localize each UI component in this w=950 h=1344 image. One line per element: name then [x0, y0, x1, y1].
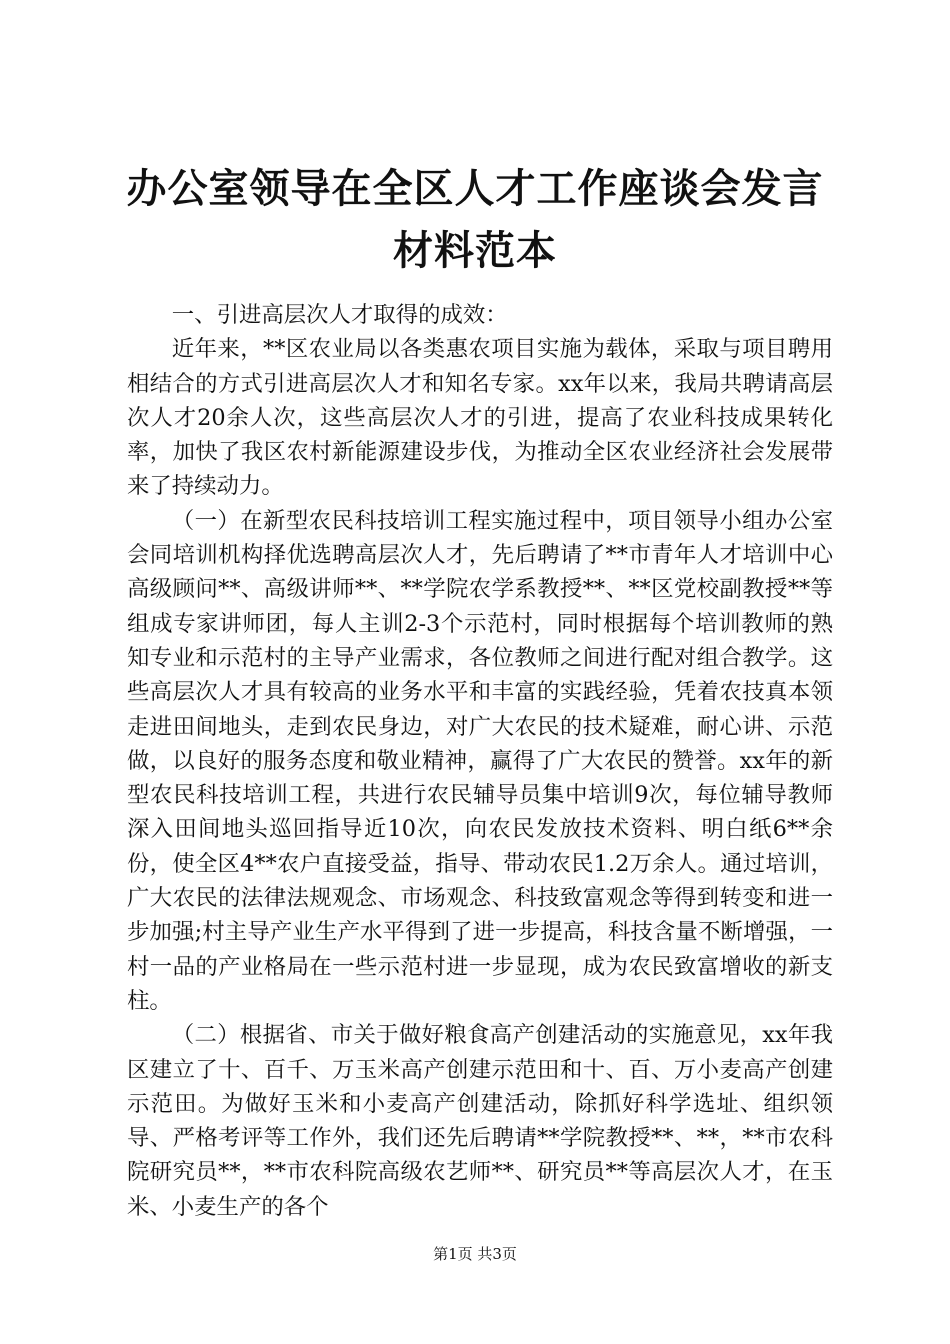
section-heading: 一、引进高层次人才取得的成效： — [171, 302, 508, 328]
page-number-footer: 第1页 共3页 — [433, 1245, 517, 1263]
document-body — [127, 298, 833, 1224]
document-title: 办公室领导在全区人才工作座谈会发言材料范本 — [126, 165, 824, 274]
paragraph-item-1: （一）在新型农民科技培训工程实施过程中，项目领导小组办公室会同培训机构择优选聘高层次人才，先后聘请了**市青年人才培训中心高级顾问**、高级讲师**、**学院农学系教授**、**区党校副教授**等组成专家讲师团，每人主训2-3个示范村，同时根据每个培训教师的熟知专业和示范村的主导产业需求，各位教师之间进行配对组合教学。这些高层次人才具有较高的业务水平和丰富的实践经验，凭着农技真本领走进田间地头，走到农民身边，对广大农民的技术疑难，耐心讲、示范做，以良好的服务态度和敬业精神，赢得了广大农民的赞誉。xx年的新型农民科技培训工程，共进行农民辅导员集中培训9次，每位辅导教师深入田间地头巡回指导近10次，向农民发放技术资料、明白纸6**余份，使全区4**农户直接受益，指导、带动农民1.2万余人。通过培训，广大农民的法律法规观念、市场观念、科技致富观念等得到转变和进一步加强;村主导产业生产水平得到了进一步提高，科技含量不断增强，一村一品的产业格局在一些示范村进一步显现，成为农民致富增收的新支柱。 — [127, 507, 833, 1014]
paragraph-intro: 近年来，**区农业局以各类惠农项目实施为载体，采取与项目聘用相结合的方式引进高层次人才和知名专家。xx年以来，我局共聘请高层次人才20余人次，这些高层次人才的引进，提高了农业科技成果转化率，加快了我区农村新能源建设步伐，为推动全区农业经济社会发展带来了持续动力。 — [127, 336, 833, 500]
paragraph-item-2: （二）根据省、市关于做好粮食高产创建活动的实施意见，xx年我区建立了十、百千、万玉米高产创建示范田和十、百、万小麦高产创建示范田。为做好玉米和小麦高产创建活动，除抓好科学选址、组织领导、严格考评等工作外，我们还先后聘请**学院教授**、**，**市农科院研究员**，**市农科院高级农艺师**、研究员**等高层次人才，在玉米、小麦生产的各个 — [127, 1022, 833, 1220]
